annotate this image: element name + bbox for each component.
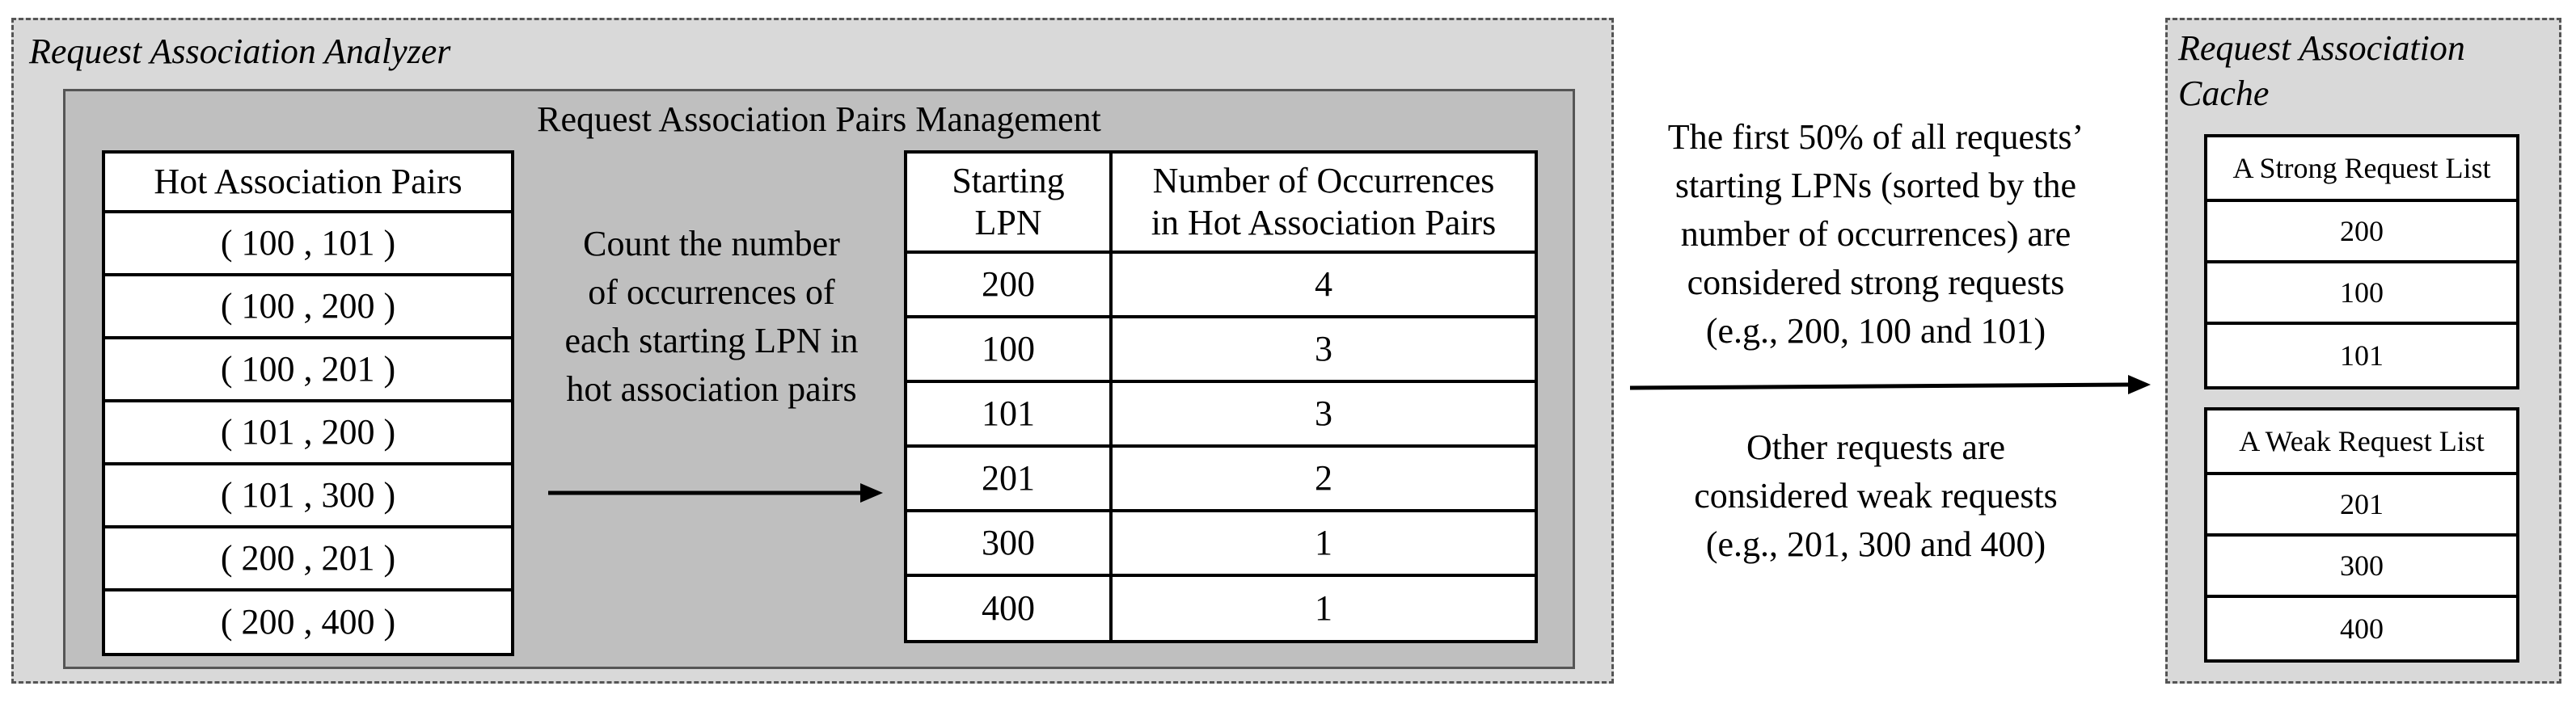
lpn-cell: 101 [907,383,1109,444]
header-lpn-line-1: Starting [952,161,1065,200]
header-count-line-1: Number of Occurrences [1152,161,1495,200]
cache-title-line-1: Request Association [2178,28,2465,68]
list-item: 201 [2207,475,2516,533]
count-line-4: hot association pairs [566,369,857,409]
lpn-cell: 100 [907,318,1109,380]
weak-request-list [2204,407,2519,663]
list-item: 101 [2207,325,2516,386]
table-row: ( 101 , 300 ) [105,465,511,525]
table-row: ( 200 , 201 ) [105,528,511,588]
count-cell: 1 [1113,512,1535,574]
table-row: ( 100 , 201 ) [105,339,511,399]
strong-request-description [1625,113,2126,356]
list-item: 300 [2207,537,2516,595]
lpn-cell: 300 [907,512,1109,574]
lpn-cell: 200 [907,254,1109,315]
header-starting-lpn [907,154,1109,250]
count-line-1: Count the number [583,224,840,263]
count-line-2: of occurrences of [588,272,835,312]
header-count-line-2: in Hot Association Pairs [1151,203,1497,242]
list-item: 200 [2207,202,2516,260]
count-cell: 3 [1113,318,1535,380]
strong-line-4: considered strong requests [1687,263,2065,302]
table-row: ( 100 , 101 ) [105,213,511,273]
weak-line-2: considered weak requests [1694,476,2058,516]
count-description [534,220,889,414]
occurrence-table [904,150,1538,643]
list-item: 400 [2207,598,2516,659]
lpn-cell: 400 [907,577,1109,640]
cache-title [2178,26,2550,116]
header-lpn-line-2: LPN [974,203,1042,242]
table-row: ( 200 , 400 ) [105,591,511,653]
count-arrow [547,477,886,509]
weak-request-description [1625,423,2126,569]
table-row: ( 100 , 200 ) [105,276,511,336]
cache-title-line-2: Cache [2178,74,2270,113]
header-occurrences [1113,154,1535,250]
pairs-management-title: Request Association Pairs Management [537,99,1101,139]
count-cell: 1 [1113,577,1535,640]
count-cell: 3 [1113,383,1535,444]
strong-line-2: starting LPNs (sorted by the [1674,166,2077,205]
table-row: ( 101 , 200 ) [105,402,511,462]
strong-request-list [2204,134,2519,389]
hot-association-pairs-table [102,150,514,656]
lpn-cell: 201 [907,448,1109,509]
strong-line-3: number of occurrences) are [1680,214,2071,254]
analyzer-title: Request Association Analyzer [29,32,451,71]
hot-pairs-header: Hot Association Pairs [105,154,511,210]
strong-list-header: A Strong Request List [2207,137,2516,199]
weak-list-header: A Weak Request List [2207,410,2516,472]
weak-line-3: (e.g., 201, 300 and 400) [1705,524,2046,564]
count-cell: 4 [1113,254,1535,315]
strong-line-5: (e.g., 200, 100 and 101) [1705,311,2046,351]
weak-line-1: Other requests are [1746,427,2006,467]
classify-arrow [1628,368,2154,404]
count-cell: 2 [1113,448,1535,509]
list-item: 100 [2207,263,2516,322]
count-line-3: each starting LPN in [564,321,859,360]
strong-line-1: The first 50% of all requests’ [1667,117,2084,157]
